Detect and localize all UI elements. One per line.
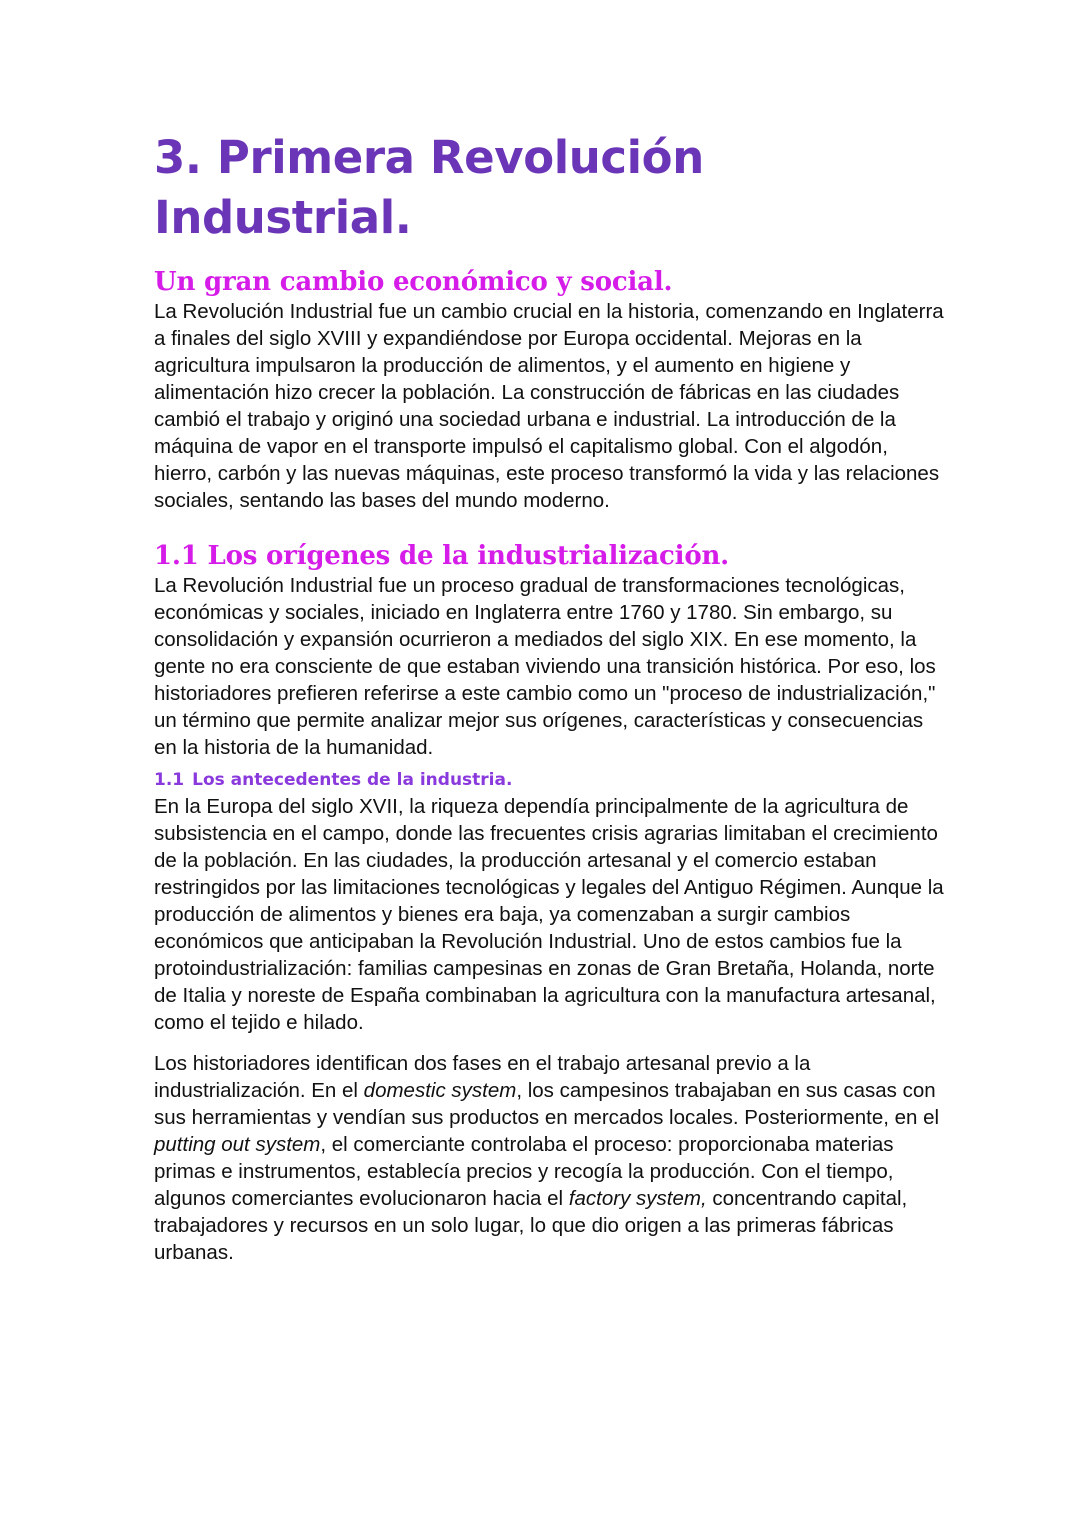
paragraph-text: , los campesinos trabajaban en sus casas con sus herramientas y vendían sus productos en mercados locales. Posteriormente, en el <box>154 1079 940 1129</box>
page-title: 3. Primera Revolución Industrial. <box>154 131 704 244</box>
subsection-title: Los antecedentes de la industria. <box>192 770 513 790</box>
document-content <box>154 128 944 1266</box>
paragraph-text: concentrando capital, trabajadores y recursos en un solo lugar, lo que dio origen a las primeras fábricas urbanas. <box>154 1187 908 1264</box>
paragraph-text: Los historiadores identifican dos fases en el trabajo artesanal previo a la industrialización. En el <box>154 1052 811 1102</box>
term-putting-out-system: putting out system <box>154 1133 321 1156</box>
subsection-paragraph-2 <box>154 1050 944 1266</box>
term-domestic-system: domestic system <box>363 1079 517 1102</box>
paragraph-text: , el comerciante controlaba el proceso: proporcionaba materias primas e instrumentos, establecía precios y recogía la producción. Con el tiempo, algunos comerciantes evolucionaron hacia el <box>154 1133 894 1210</box>
term-factory-system: factory system, <box>568 1187 707 1210</box>
subsection-paragraph-1: En la Europa del siglo XVII, la riqueza dependía principalmente de la agricultura de subsistencia en el campo, donde las frecuentes crisis agrarias limitaban el crecimiento de la población. En las ciudades, la producción artesanal y el comercio estaban restringidos por las limitaciones tecnológicas y legales del Antiguo Régimen. Aunque la producción de alimentos y bienes era baja, ya comenzaban a surgir cambios económicos que anticipaban la Revolución Industrial. Uno de estos cambios fue la protoindustrialización: familias campesinas en zonas de Gran Bretaña, Holanda, norte de Italia y noreste de España combinaban la agricultura con la manufactura artesanal, como el tejido e hilado. <box>154 795 944 1034</box>
section-heading-origenes: 1.1 Los orígenes de la industrialización. <box>154 541 730 571</box>
section-heading-cambio: Un gran cambio económico y social. <box>154 267 673 297</box>
subsection-heading-antecedentes <box>154 767 944 793</box>
section-paragraph-origenes: La Revolución Industrial fue un proceso gradual de transformaciones tecnológicas, económicas y sociales, iniciado en Inglaterra entre 1760 y 1780. Sin embargo, su consolidación y expansión ocurrieron a mediados del siglo XIX. En ese momento, la gente no era consciente de que estaban viviendo una transición histórica. Por eso, los historiadores prefieren referirse a este cambio como un "proceso de industrialización," un término que permite analizar mejor sus orígenes, características y consecuencias en la historia de la humanidad. <box>154 574 936 759</box>
section-paragraph-cambio: La Revolución Industrial fue un cambio crucial en la historia, comenzando en Inglaterra a finales del siglo XVIII y expandiéndose por Europa occidental. Mejoras en la agricultura impulsaron la producción de alimentos, y el aumento en higiene y alimentación hizo crecer la población. La construcción de fábricas en las ciudades cambió el trabajo y originó una sociedad urbana e industrial. La introducción de la máquina de vapor en el transporte impulsó el capitalismo global. Con el algodón, hierro, carbón y las nuevas máquinas, este proceso transformó la vida y las relaciones sociales, sentando las bases del mundo moderno. <box>154 300 944 512</box>
subsection-number: 1.1 <box>154 770 185 790</box>
